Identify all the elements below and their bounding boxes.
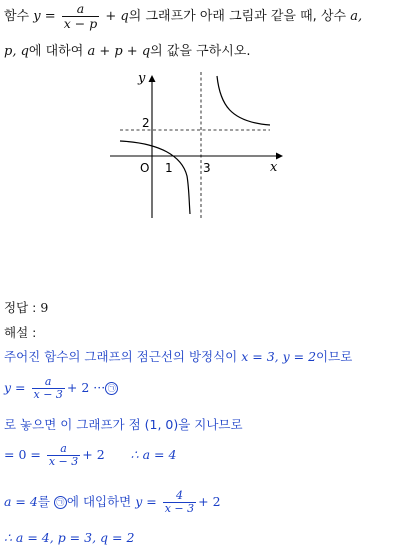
problem-text: 의 값을 구하시오. bbox=[150, 44, 251, 59]
fraction-denominator: x − 3 bbox=[164, 502, 195, 516]
answer-value: 9 bbox=[40, 300, 49, 315]
math-tail: + 2 ··· bbox=[66, 380, 106, 396]
circled-marker-icon: ㉠ bbox=[105, 382, 118, 395]
math-tail: + 2 bbox=[82, 447, 105, 463]
answer-line bbox=[4, 300, 48, 316]
math-p-q: p, q bbox=[4, 44, 29, 59]
fraction bbox=[62, 2, 99, 31]
fraction-denominator: x − p bbox=[63, 15, 98, 31]
tick-label-3: 3 bbox=[203, 161, 211, 175]
fraction-numerator: a bbox=[44, 375, 52, 388]
fraction-numerator: 4 bbox=[175, 489, 183, 502]
origin-label: O bbox=[140, 161, 150, 175]
solution-line-1 bbox=[4, 349, 352, 365]
solution-line-5 bbox=[4, 490, 221, 515]
math-lhs: = 0 = bbox=[4, 447, 41, 463]
math-y-eq: y = bbox=[135, 494, 157, 510]
problem-line-2 bbox=[4, 44, 250, 60]
solution-label: 해설 : bbox=[4, 325, 37, 340]
asymptote-equations: x = 3, y = 2 bbox=[241, 349, 317, 364]
tick-label-2: 2 bbox=[142, 116, 150, 130]
solution-text: 이므로 bbox=[316, 349, 353, 364]
solution-line-2 bbox=[4, 376, 118, 401]
solution-line-4 bbox=[4, 443, 176, 468]
problem-line-1 bbox=[4, 2, 362, 31]
fraction bbox=[32, 376, 65, 401]
solution-line-3: 로 놓으면 이 그래프가 점 (1, 0)을 지나므로 bbox=[4, 417, 243, 432]
math-plus-q: + q bbox=[105, 8, 129, 24]
left-branch-curve bbox=[120, 141, 190, 214]
fraction-denominator: x − 3 bbox=[33, 388, 63, 402]
solution-line-6 bbox=[4, 530, 134, 546]
math-y-eq: y = bbox=[4, 380, 26, 396]
math-a: a, bbox=[350, 8, 363, 24]
fraction bbox=[47, 443, 80, 468]
math-tail: + 2 bbox=[198, 494, 221, 510]
answer-label: 정답 : bbox=[4, 300, 37, 315]
fraction bbox=[163, 490, 196, 515]
x-axis-arrow-icon bbox=[276, 153, 283, 160]
solution-text: 를 bbox=[37, 494, 50, 510]
math-a-eq: a = 4 bbox=[4, 494, 38, 510]
problem-text: 의 그래프가 아래 그림과 같을 때, 상수 bbox=[128, 8, 347, 24]
fraction-numerator: a bbox=[76, 1, 85, 16]
solution-text: 에 대입하면 bbox=[66, 494, 132, 510]
hyperbola-graph bbox=[110, 68, 285, 223]
problem-text: 에 대하여 bbox=[28, 44, 84, 59]
therefore-a: ∴ a = 4 bbox=[130, 447, 177, 463]
final-values: ∴ a = 4, p = 3, q = 2 bbox=[4, 530, 135, 545]
problem-text: 함수 bbox=[4, 8, 30, 24]
fraction-numerator: a bbox=[60, 442, 67, 455]
y-axis-label: y bbox=[138, 71, 146, 86]
y-axis-arrow-icon bbox=[149, 75, 156, 82]
fraction-denominator: x − 3 bbox=[48, 455, 79, 469]
circled-marker-icon: ㉠ bbox=[54, 496, 67, 509]
tick-label-1: 1 bbox=[165, 161, 173, 175]
right-branch-curve bbox=[217, 76, 270, 125]
math-y-eq: y = bbox=[33, 8, 56, 24]
solution-text: 주어진 함수의 그래프의 점근선의 방정식이 bbox=[4, 349, 238, 364]
math-sum: a + p + q bbox=[87, 44, 151, 59]
x-axis-label: x bbox=[270, 160, 278, 175]
